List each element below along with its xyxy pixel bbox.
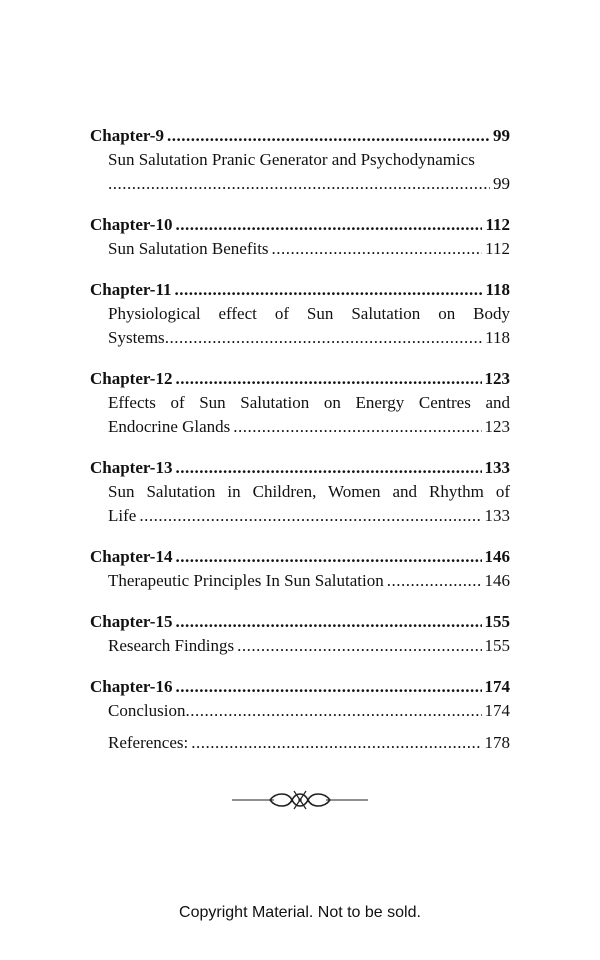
entry-title: References:	[108, 733, 189, 752]
chapter-page-number: 133	[484, 458, 510, 477]
table-of-contents	[90, 124, 510, 755]
entry-title: Sun Salutation Pranic Generator and Psychodynamics	[108, 150, 475, 169]
entry-page-number: 155	[484, 636, 510, 655]
chapter-label: Chapter-15	[90, 612, 173, 631]
toc-chapter-heading[interactable]	[90, 675, 510, 699]
dot-leader	[165, 326, 482, 350]
toc-group-chapter-10	[90, 213, 510, 261]
entry-title-line[interactable]: Sun Salutation in Children, Women and Rhythm of	[108, 482, 510, 501]
dot-leader	[175, 675, 481, 699]
dot-leader	[167, 124, 490, 148]
toc-entry-continuation[interactable]	[90, 172, 510, 196]
entry-title: Research Findings	[108, 636, 235, 655]
dot-leader	[175, 456, 481, 480]
dot-leader	[175, 213, 482, 237]
chapter-label: Chapter-14	[90, 547, 173, 566]
chapter-label: Chapter-11	[90, 280, 172, 299]
entry-page-number: 123	[484, 417, 510, 436]
toc-chapter-heading[interactable]	[90, 213, 510, 237]
flourish-ornament-icon	[230, 784, 370, 816]
toc-chapter-heading[interactable]	[90, 610, 510, 634]
toc-group-chapter-13	[90, 456, 510, 528]
entry-title: Systems	[108, 328, 165, 347]
dot-leader	[175, 610, 481, 634]
entry-title-line[interactable]: Effects of Sun Salutation on Energy Centres and	[108, 393, 510, 412]
dot-leader	[175, 278, 483, 302]
toc-group-chapter-15	[90, 610, 510, 658]
entry-title: Sun Salutation Benefits	[108, 239, 269, 258]
entry-title: Conclusion	[108, 701, 186, 720]
toc-group-chapter-11	[90, 278, 510, 350]
entry-page-number: 146	[484, 571, 510, 590]
toc-entry[interactable]	[90, 415, 510, 439]
chapter-label: Chapter-10	[90, 215, 173, 234]
toc-entry[interactable]	[90, 569, 510, 593]
dot-leader	[175, 545, 481, 569]
chapter-page-number: 99	[493, 126, 510, 145]
entry-page-number: 99	[493, 174, 510, 193]
toc-chapter-heading[interactable]	[90, 456, 510, 480]
entry-page-number: 118	[485, 328, 510, 347]
chapter-page-number: 112	[485, 215, 510, 234]
dot-leader	[191, 731, 481, 755]
toc-chapter-heading[interactable]	[90, 545, 510, 569]
entry-page-number: 174	[484, 701, 510, 720]
copyright-footer: Copyright Material. Not to be sold.	[179, 904, 421, 921]
entry-title-line[interactable]: Physiological effect of Sun Salutation on Body	[108, 304, 510, 323]
dot-leader	[233, 415, 481, 439]
toc-group-chapter-14	[90, 545, 510, 593]
dot-leader	[237, 634, 481, 658]
entry-title: Life	[108, 506, 137, 525]
entry-title: Endocrine Glands	[108, 417, 231, 436]
chapter-page-number: 174	[484, 677, 510, 696]
chapter-label: Chapter-13	[90, 458, 173, 477]
dot-leader	[387, 569, 482, 593]
toc-chapter-heading[interactable]	[90, 278, 510, 302]
chapter-page-number: 155	[484, 612, 510, 631]
toc-group-chapter-16	[90, 675, 510, 755]
chapter-page-number: 118	[485, 280, 510, 299]
toc-entry[interactable]	[90, 237, 510, 261]
toc-chapter-heading[interactable]	[90, 124, 510, 148]
dot-leader	[272, 237, 483, 261]
chapter-page-number: 146	[484, 547, 510, 566]
entry-page-number: 178	[484, 733, 510, 752]
toc-entry[interactable]	[90, 504, 510, 528]
toc-entry[interactable]	[90, 148, 510, 172]
chapter-label: Chapter-12	[90, 369, 173, 388]
toc-entry-references[interactable]	[90, 731, 510, 755]
toc-entry[interactable]	[90, 634, 510, 658]
entry-title: Therapeutic Principles In Sun Salutation	[108, 571, 384, 590]
dot-leader	[185, 699, 481, 723]
dot-leader	[139, 504, 481, 528]
toc-chapter-heading[interactable]	[90, 367, 510, 391]
toc-group-chapter-12	[90, 367, 510, 439]
dot-leader	[108, 172, 490, 196]
chapter-label: Chapter-9	[90, 126, 164, 145]
toc-entry[interactable]	[90, 699, 510, 723]
chapter-page-number: 123	[484, 369, 510, 388]
toc-entry[interactable]	[90, 326, 510, 350]
dot-leader	[175, 367, 481, 391]
entry-page-number: 112	[485, 239, 510, 258]
entry-page-number: 133	[484, 506, 510, 525]
chapter-label: Chapter-16	[90, 677, 173, 696]
toc-group-chapter-9	[90, 124, 510, 196]
